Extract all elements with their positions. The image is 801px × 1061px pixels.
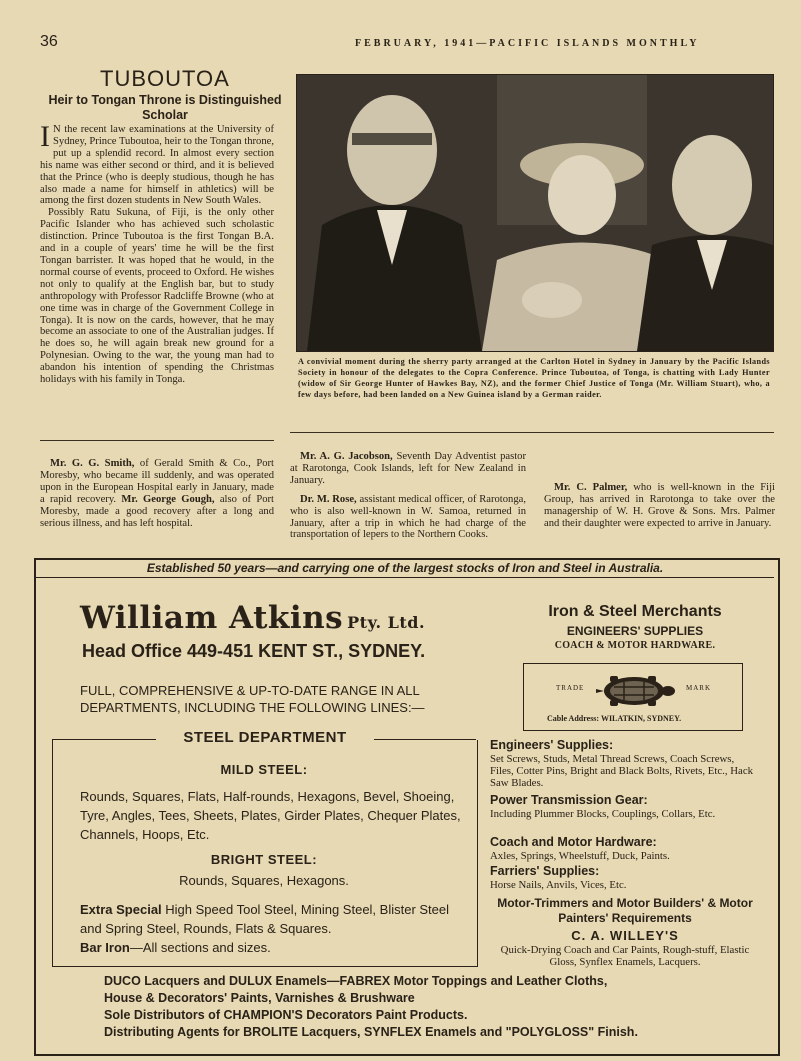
range-text: FULL, COMPREHENSIVE & UP-TO-DATE RANGE IN ALL DEPARTMENTS, INCLUDING THE FOLLOWING LINES:— (80, 683, 425, 715)
running-head: FEBRUARY, 1941—PACIFIC ISLANDS MONTHLY (355, 38, 700, 49)
brand-suffix: Pty. Ltd. (347, 613, 426, 632)
mild-steel-heading: MILD STEEL: (220, 762, 308, 777)
turtle-trademark-icon (592, 672, 676, 710)
photo-illustration (297, 75, 773, 351)
ad-footer: DUCO Lacquers and DULUX Enamels—FABREX Motor Toppings and Leather Cloths, House & Decorators' Paints, Varnishes & Brushware Sole Distributors of CHAMPION'S Decorators Paint Products. Distributing Agents for BROLITE Lacquers, SYNFLEX Enamels and "POLYGLOSS" Finish. (104, 974, 638, 1039)
head-office: Head Office 449-451 KENT ST., SYDNEY. (82, 641, 426, 661)
article-body (40, 120, 274, 386)
brand-name: William Atkins Pty. Ltd. (80, 600, 426, 636)
divider (52, 739, 156, 740)
trade-label: TRADE (556, 684, 585, 692)
page-number: 36 (40, 33, 58, 50)
mark-label: MARK (686, 684, 712, 692)
news-note: Mr. C. Palmer, who is well-known in the Fiji Group, has arrived in Rarotonga to take over the managership of W. H. Grove & Sons. Mrs. Palmer and their daughter were expected to arrive in January. (544, 482, 775, 529)
ad-strapline: Established 50 years—and carrying one of the largest stocks of Iron and Steel in Australia. (146, 561, 664, 575)
merchants-block (520, 603, 750, 651)
news-note: Dr. M. Rose, assistant medical officer, of Rarotonga, who is also well-known in W. Samoa, returned in January, after a trip in which he had charge of the transportation of lepers to the Northern Cooks. (290, 493, 526, 541)
article-paragraph: I N the recent law examinations at the University of Sydney, Prince Tuboutoa, heir to the Tongan throne, put up a splendid record. In almost every section his name was either second or third, and it is believed that the Prince (who is deeply studious, though he has also made a name for himself in athletics) will be among the first dozen students in New South Wales. (40, 120, 274, 207)
engineers-supplies: Engineers' Supplies: Set Screws, Studs, Metal Thread Screws, Coach Screws, Files, Cotter Pins, Bright and Black Bolts, Rivets, Etc., Hack Saw Blades. (490, 738, 754, 789)
cable-address: Cable Address: WILATKIN, SYDNEY. (547, 714, 682, 723)
divider (290, 432, 774, 433)
willey-name: C. A. WILLEY'S (571, 928, 679, 943)
coach-hardware: Coach and Motor Hardware: Axles, Springs, Wheelstuff, Duck, Paints. (490, 835, 670, 862)
steel-department-heading: STEEL DEPARTMENT (183, 729, 347, 746)
news-note: Mr. G. G. Smith, of Gerald Smith & Co., Port Moresby, who became ill suddenly, and was operated upon in the European Hospital early in January, made a rapid recovery. Mr. George Gough, also of Port Moresby, made a good recovery after a long and serious illness, and has left hospital. (40, 458, 275, 529)
willey-text: Quick-Drying Coach and Car Paints, Rough-stuff, Elastic Gloss, Synflex Enamels, Lacquers. (500, 944, 750, 968)
divider (40, 440, 274, 441)
trimmers-heading: Motor-Trimmers and Motor Builders' & Motor Painters' Requirements (497, 896, 753, 925)
notes-column-3 (544, 482, 775, 537)
merchants-subtitle: COACH & MOTOR HARDWARE. (554, 640, 716, 651)
divider (374, 739, 476, 740)
news-photo (296, 74, 774, 352)
power-transmission: Power Transmission Gear: Including Plummer Blocks, Couplings, Collars, Etc. (490, 793, 716, 820)
bright-steel-text: Rounds, Squares, Hexagons. (179, 873, 349, 888)
notes-column-2 (290, 451, 526, 548)
divider (36, 577, 774, 578)
article-subtitle: Heir to Tongan Throne is Distinguished Scholar (48, 93, 282, 122)
news-note: Mr. A. G. Jacobson, Seventh Day Adventist pastor at Rarotonga, Cook Islands, left for New Zealand in January. (290, 451, 527, 486)
bright-steel-heading: BRIGHT STEEL: (210, 852, 318, 867)
mild-steel-text: Rounds, Squares, Flats, Half-rounds, Hexagons, Bevel, Shoeing, Tyre, Angles, Tees, Sheets, Plates, Girder Plates, Chequer Plates, Channels, Hoops, Etc. (80, 789, 461, 842)
article-paragraph: Possibly Ratu Sukuna, of Fiji, is the only other Pacific Islander who has achieved such scholastic distinction. Prince Tuboutoa is the first Tongan B.A. and in a couple of years' time he will be the first Tongan barrister. It was hoped that he would, in the normal course of events, proceed to Oxford. He wishes not only to qualify at the English bar, but to study anthropology with Professor Radcliffe Browne (who at one time was in charge of the Government College in Tonga). It is now on the cards, however, that he may become an associate to one of the Australian judges. If he does so, he will again break new ground for a Polynesian. Owing to the war, the young man had to abandon his intention of spending the Christmas holidays with his family in Tonga. (40, 207, 274, 386)
photo-caption: A convivial moment during the sherry party arranged at the Carlton Hotel in Sydney in January by the Pacific Islands Society in honour of the delegates to the Copra Conference. Prince Tuboutoa, of Tonga, is chatting with Lady Hunter (widow of Sir George Hunter of Hawkes Bay, NZ), and the former Chief Justice of Tonga (Mr. William Stuart), who, a few days before, had been landed on a New Guinea island by a German raider. (298, 357, 770, 399)
notes-column-1 (40, 458, 274, 536)
merchants-subtitle: ENGINEERS' SUPPLIES (566, 624, 704, 638)
drop-cap: I (40, 120, 50, 153)
farriers-supplies: Farriers' Supplies: Horse Nails, Anvils, Vices, Etc. (490, 864, 627, 891)
extra-special-text: Extra Special High Speed Tool Steel, Mining Steel, Blister Steel and Spring Steel, Rounds, Flats & Squares. Bar Iron—All sections and sizes. (80, 902, 450, 955)
article-title: TUBOUTOA (100, 66, 230, 91)
merchants-title: Iron & Steel Merchants (548, 603, 722, 620)
